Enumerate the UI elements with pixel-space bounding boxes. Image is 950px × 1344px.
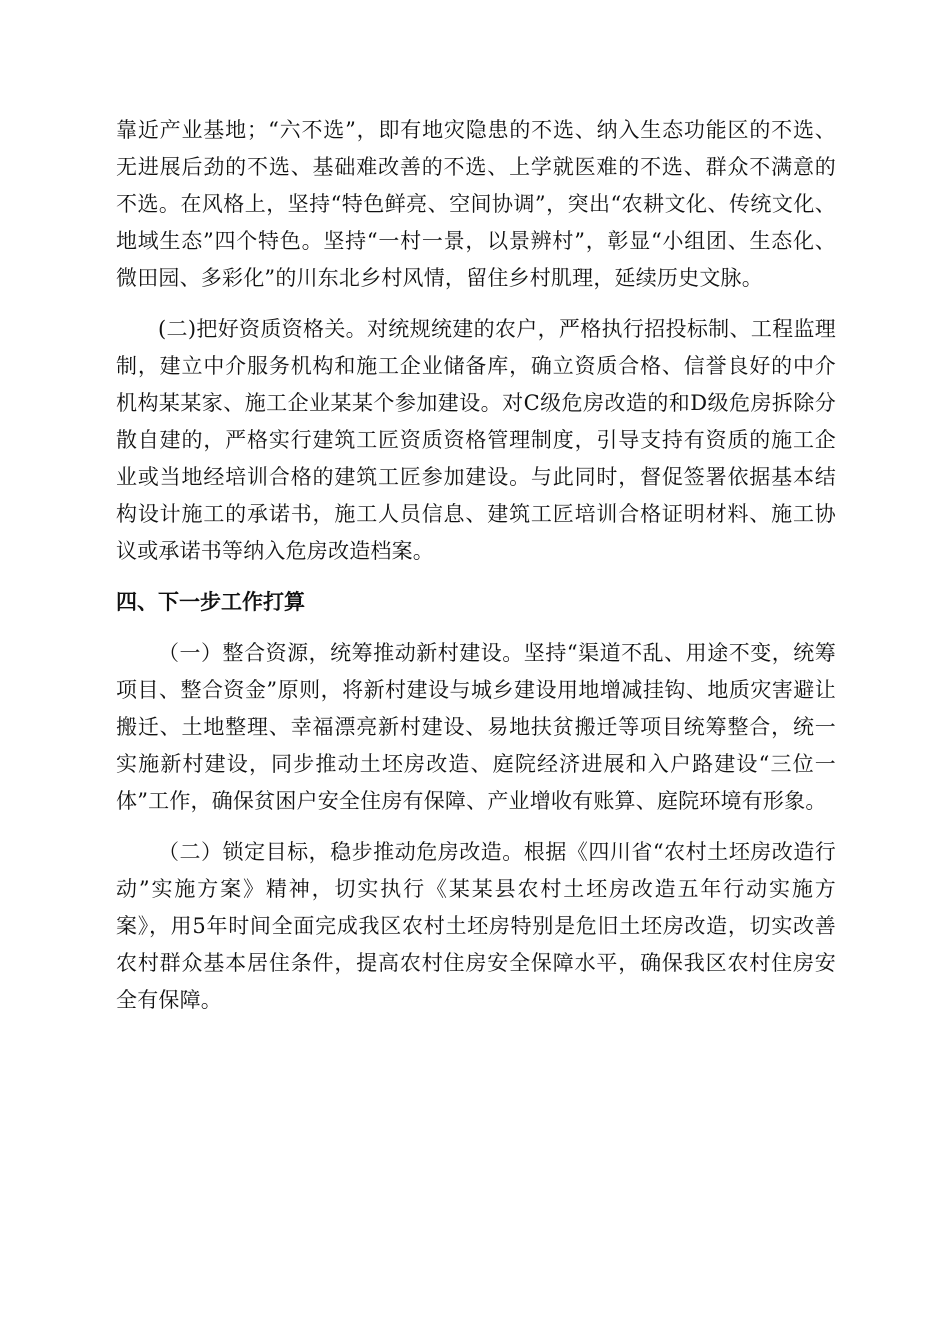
paragraph-site-selection: 靠近产业基地；“六不选”，即有地灾隐患的不选、纳入生态功能区的不选、无进展后劲的不选、基础难改善的不选、上学就医难的不选、群众不满意的不选。在风格上，坚持“特色鲜亮、空间协调”，突出“农耕文化、传统文化、地域生态”四个特色。坚持“一村一景，以景辨村”，彰显“小组团、生态化、微田园、多彩化”的川东北乡村风情，留住乡村肌理，延续历史文脉。 [116,118,836,290]
paragraph-qualification-control: (二)把好资质资格关。对统规统建的农户，严格执行招投标制、工程监理制，建立中介服务机构和施工企业储备库，确立资质合格、信誉良好的中介机构某某家、施工企业某某个参加建设。对C级危房改造的和D级危房拆除分散自建的，严格实行建筑工匠资质资格管理制度，引导支持有资质的施工企业或当地经培训合格的建筑工匠参加建设。与此同时，督促签署依据基本结构设计施工的承诺书，施工人员信息、建筑工匠培训合格证明材料、施工协议或承诺书等纳入危房改造档案。 [116,317,836,563]
paragraph-lock-targets: （二）锁定目标，稳步推动危房改造。根据《四川省“农村土坯房改造行动”实施方案》精神，切实执行《某某县农村土坯房改造五年行动实施方案》，用5年时间全面完成我区农村土坯房特别是危旧土坯房改造，切实改善农村群众基本居住条件，提高农村住房安全保障水平，确保我区农村住房安全有保障。 [116,840,836,1012]
section-heading-next-steps: 四、下一步工作打算 [116,590,305,614]
document-body [116,112,836,1019]
paragraph-integrate-resources: （一）整合资源，统筹推动新村建设。坚持“渠道不乱、用途不变，统筹项目、整合资金”原则，将新村建设与城乡建设用地增减挂钩、地质灾害避让搬迁、土地整理、幸福漂亮新村建设、易地扶贫搬迁等项目统筹整合，统一实施新村建设，同步推动土坯房改造、庭院经济进展和入户路建设“三位一体”工作，确保贫困户安全住房有保障、产业增收有账算、庭院环境有形象。 [116,641,836,813]
